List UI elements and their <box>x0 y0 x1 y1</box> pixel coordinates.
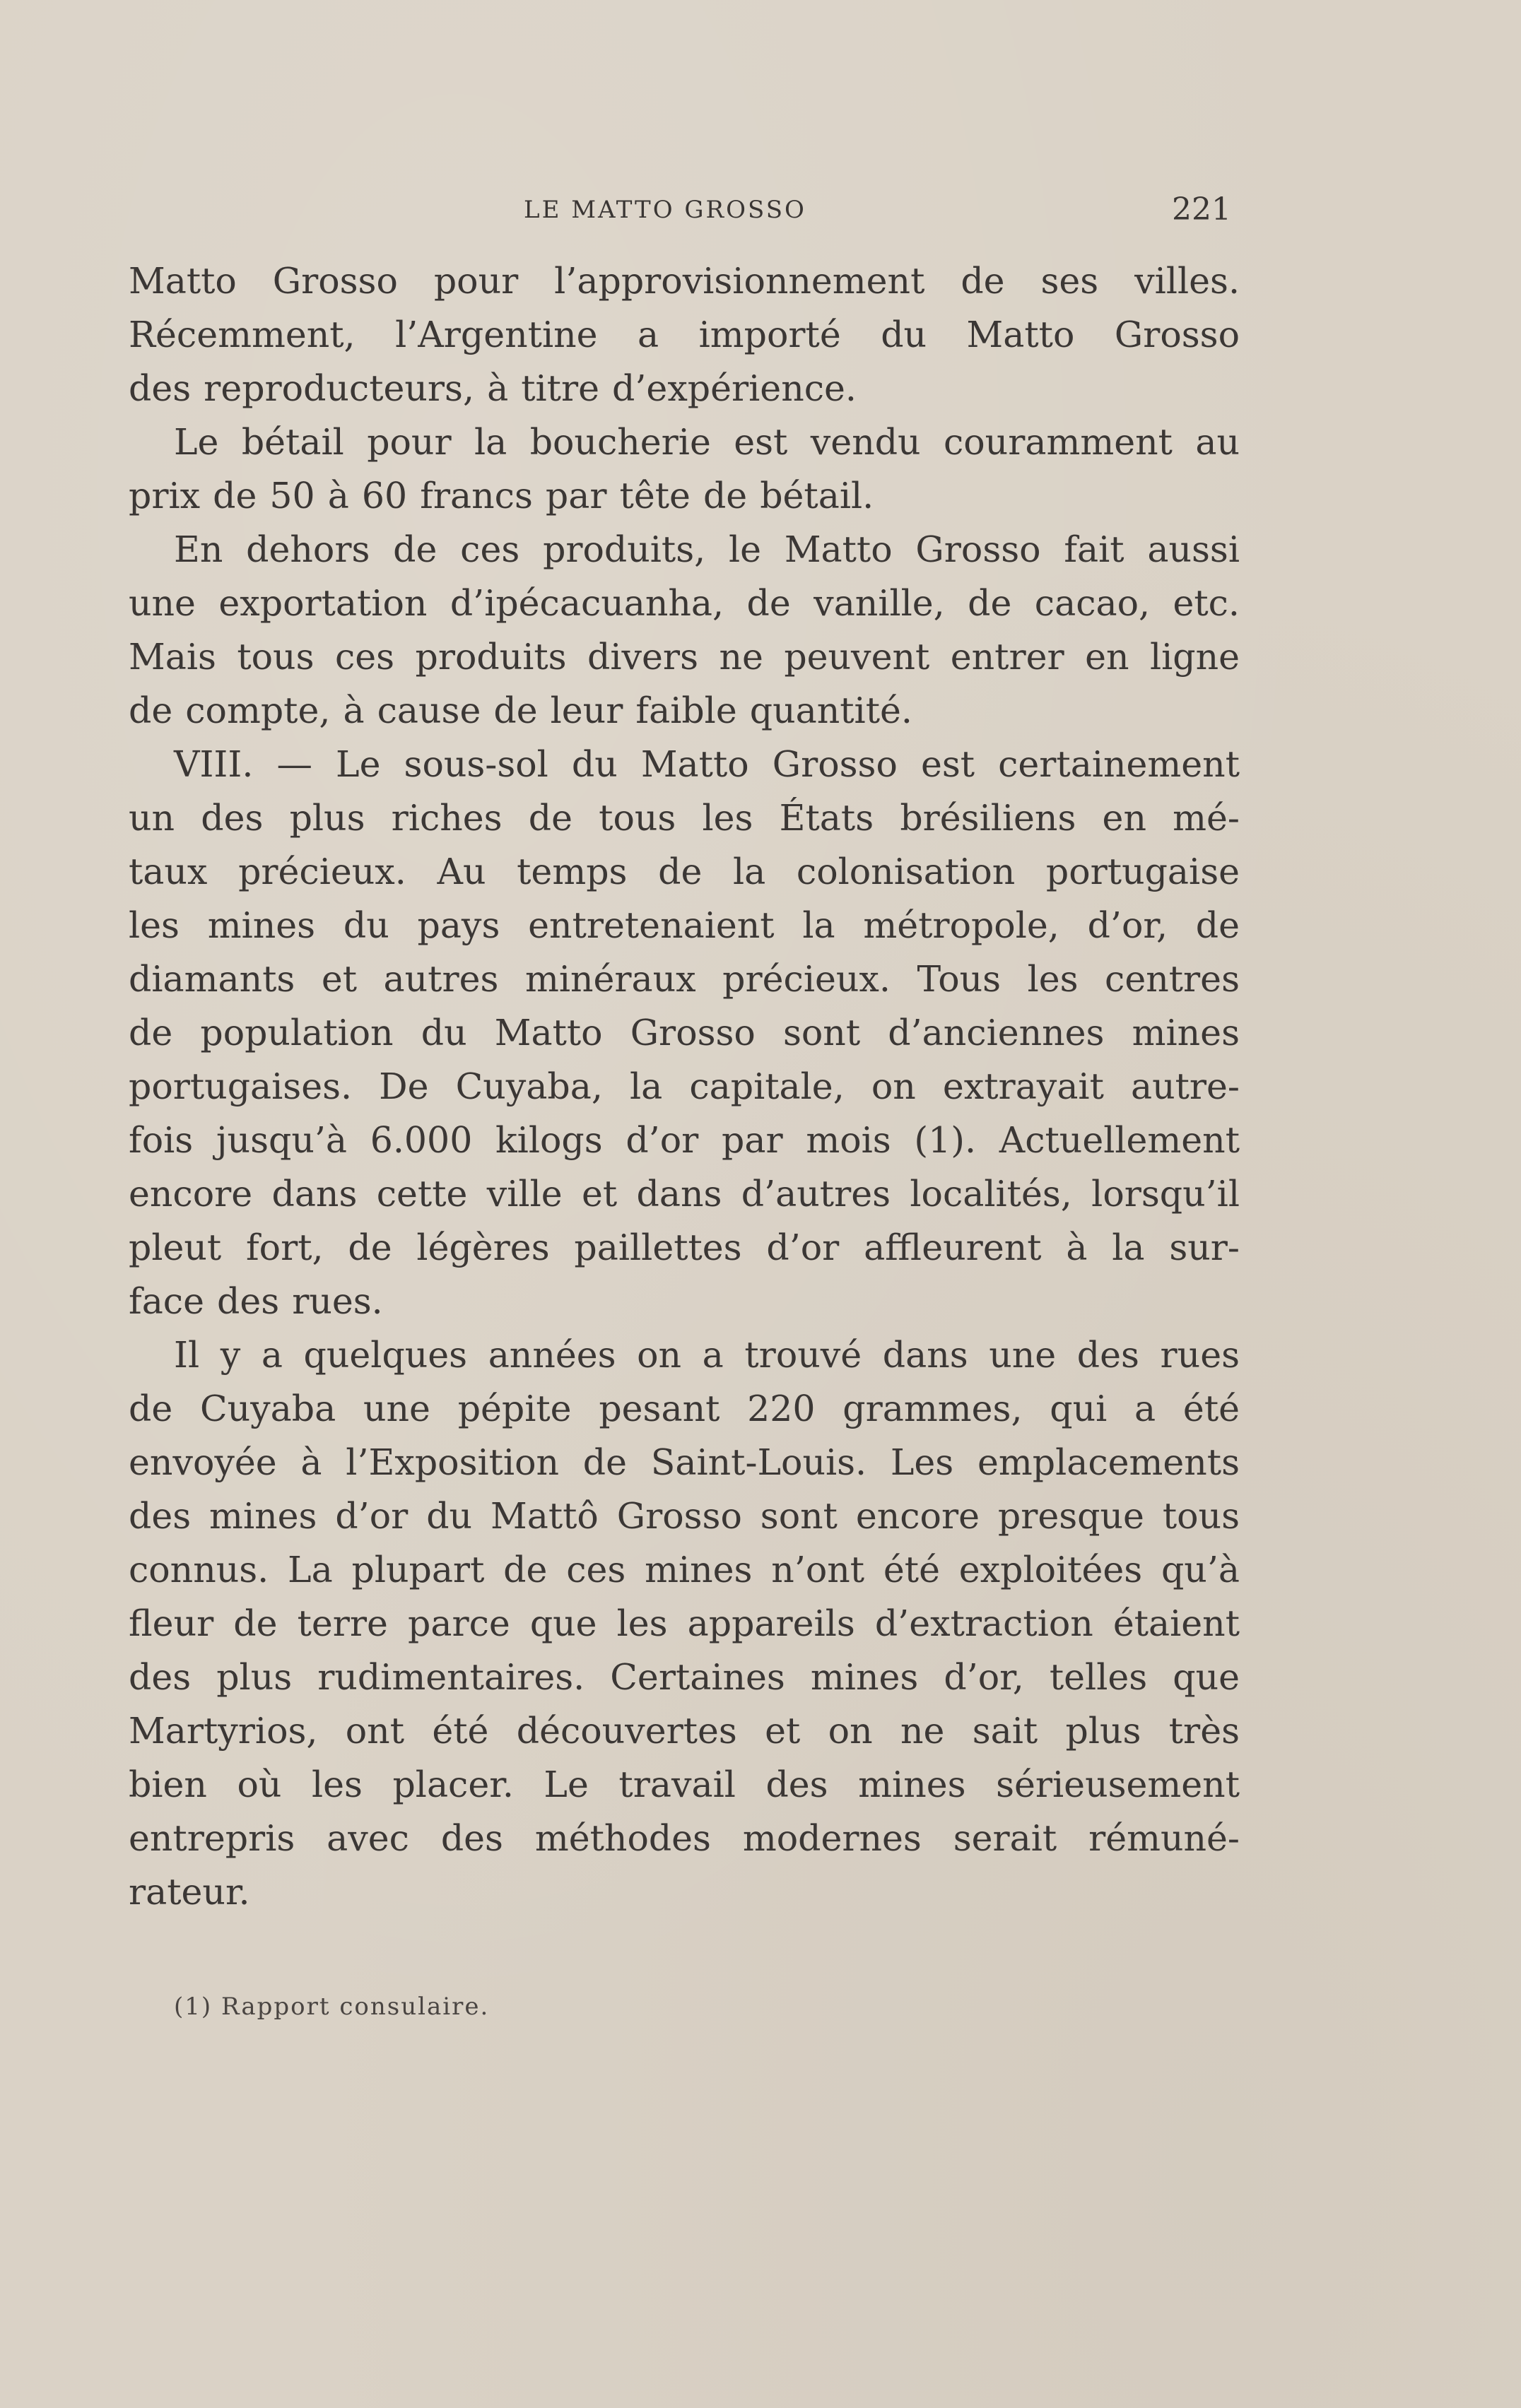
text-line: face des rues. <box>129 1280 383 1322</box>
text-line: de population du Matto Grosso sont d’anciennes mines <box>129 1012 1240 1054</box>
text-line: un des plus riches de tous les États brésiliens en mé- <box>129 797 1240 839</box>
text-line: de Cuyaba une pépite pesant 220 grammes, qui a été <box>129 1388 1240 1429</box>
text-line: connus. La plupart de ces mines n’ont été exploitées qu’à <box>129 1549 1240 1590</box>
text-line: envoyée à l’Exposition de Saint-Louis. Les emplacements <box>129 1441 1240 1483</box>
text-line: fleur de terre parce que les appareils d’extraction étaient <box>129 1603 1240 1644</box>
text-line: des mines d’or du Mattô Grosso sont encore presque tous <box>129 1495 1240 1537</box>
text-line: Martyrios, ont été découvertes et on ne sait plus très <box>129 1710 1240 1752</box>
text-line: Matto Grosso pour l’approvisionnement de ses villes. <box>129 260 1240 302</box>
text-line: taux précieux. Au temps de la colonisation portugaise <box>129 851 1240 892</box>
text-line: Mais tous ces produits divers ne peuvent entrer en ligne <box>129 636 1240 678</box>
text-line: une exportation d’ipécacuanha, de vanille, de cacao, etc. <box>129 582 1240 624</box>
running-title: LE MATTO GROSSO <box>524 196 806 224</box>
page-number: 221 <box>1172 191 1231 228</box>
body-text <box>129 254 1240 1919</box>
text-line: Le bétail pour la boucherie est vendu couramment au <box>174 421 1240 463</box>
text-line: Récemment, l’Argentine a importé du Matto Grosso <box>129 314 1240 355</box>
text-line: fois jusqu’à 6.000 kilogs d’or par mois (1). Actuellement <box>129 1119 1240 1161</box>
text-line: des reproducteurs, à titre d’expérience. <box>129 367 857 409</box>
text-line: VIII. — Le sous-sol du Matto Grosso est certainement <box>174 743 1240 785</box>
footnote: (1) Rapport consulaire. <box>174 1993 490 2021</box>
text-line: diamants et autres minéraux précieux. Tous les centres <box>129 958 1240 1000</box>
text-line: En dehors de ces produits, le Matto Grosso fait aussi <box>174 529 1240 570</box>
text-line: bien où les placer. Le travail des mines sérieusement <box>129 1764 1240 1805</box>
text-line: rateur. <box>129 1871 250 1913</box>
text-line: des plus rudimentaires. Certaines mines d’or, telles que <box>129 1656 1240 1698</box>
text-line: les mines du pays entretenaient la métropole, d’or, de <box>129 904 1240 946</box>
page-header <box>0 185 1521 235</box>
text-line: Il y a quelques années on a trouvé dans une des rues <box>174 1334 1240 1376</box>
text-line: portugaises. De Cuyaba, la capitale, on extrayait autre- <box>129 1066 1240 1107</box>
text-line: encore dans cette ville et dans d’autres localités, lorsqu’il <box>129 1173 1240 1215</box>
text-line: pleut fort, de légères paillettes d’or affleurent à la sur- <box>129 1227 1240 1268</box>
text-line: prix de 50 à 60 francs par tête de bétail. <box>129 475 874 517</box>
text-line: entrepris avec des méthodes modernes serait rémuné- <box>129 1817 1240 1859</box>
text-line: de compte, à cause de leur faible quantité. <box>129 690 912 731</box>
